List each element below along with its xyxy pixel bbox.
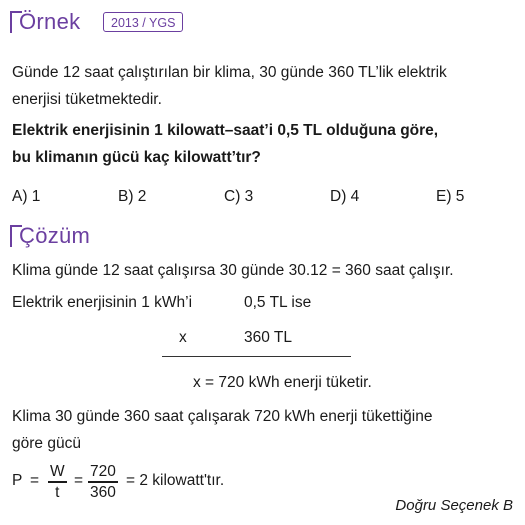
proportion-row-1-left: Elektrik enerjisinin 1 kWh’i [12, 294, 193, 311]
solution-line-5: göre gücü [12, 435, 81, 452]
formula-result: = 2 kilowatt'tır. [126, 472, 225, 489]
solution-heading: Çözüm [19, 223, 91, 248]
correct-answer: Doğru Seçenek B [395, 497, 513, 514]
proportion-row-2-right: 360 TL [244, 329, 292, 346]
exam-year-badge [103, 12, 183, 32]
badge-year: 2013 [111, 16, 139, 30]
badge-separator: / [142, 16, 146, 30]
formula-fraction-w-over-t [48, 462, 67, 502]
solution-corner-mark [10, 225, 12, 247]
solution-line-4: Klima 30 günde 360 saat çalışarak 720 kWh enerji tükettiğine [12, 408, 433, 425]
formula-360: 360 [90, 483, 116, 501]
option-b[interactable]: B) 2 [118, 188, 147, 205]
formula-t: t [55, 483, 60, 501]
question-line-2: enerjisi tüketmektedir. [12, 91, 162, 108]
proportion-result: x = 720 kWh enerji tüketir. [193, 374, 372, 391]
formula-equals-2: = [74, 472, 84, 489]
option-c[interactable]: C) 3 [224, 188, 254, 205]
option-e[interactable]: E) 5 [436, 188, 465, 205]
proportion-row-1-right: 0,5 TL ise [244, 294, 312, 311]
question-line-1: Günde 12 saat çalıştırılan bir klima, 30 günde 360 TL’lik elektrik [12, 64, 447, 81]
formula-p: P [12, 472, 23, 489]
question-bold-line-2: bu klimanın gücü kaç kilowatt’tır? [12, 149, 261, 166]
formula-equals-1: = [30, 472, 40, 489]
formula-720: 720 [90, 463, 116, 480]
solution-line-1: Klima günde 12 saat çalışırsa 30 günde 30.12 = 360 saat çalışır. [12, 262, 454, 279]
question-bold-line-1: Elektrik enerjisinin 1 kilowatt–saat’i 0,5 TL olduğuna göre, [12, 122, 439, 139]
proportion-divider [162, 356, 351, 357]
option-a[interactable]: A) 1 [12, 188, 41, 205]
formula-fraction-720-over-360 [88, 462, 118, 502]
badge-exam: YGS [149, 16, 176, 30]
proportion-row-2-left: x [179, 329, 187, 346]
option-d[interactable]: D) 4 [330, 188, 360, 205]
formula-w: W [50, 463, 65, 480]
example-heading: Örnek [19, 9, 81, 34]
example-corner-mark [10, 11, 12, 33]
